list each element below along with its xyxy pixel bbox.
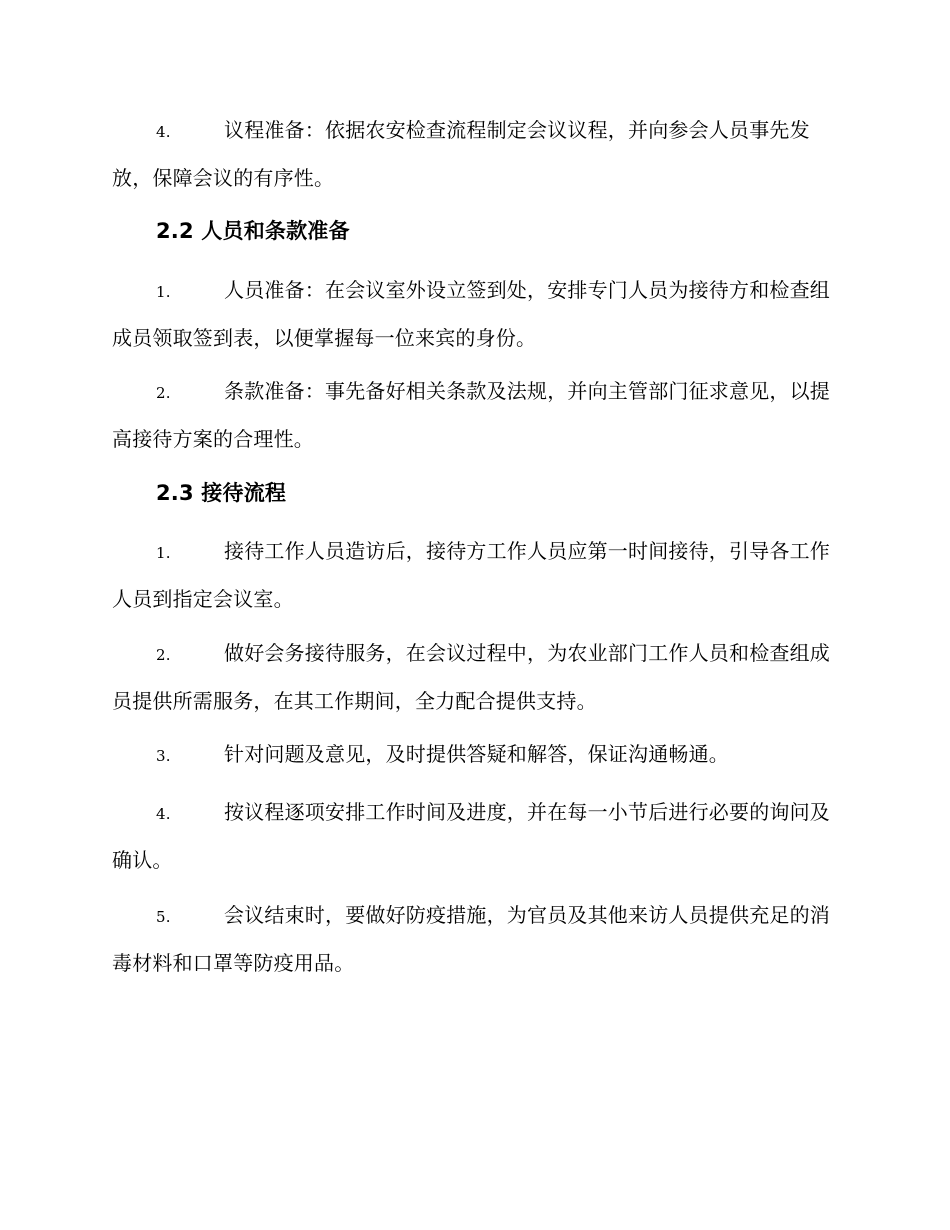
list-item (112, 267, 834, 361)
list-text: 按议程逐项安排工作时间及进度，并在每一小节后进行必要的询问及确认。 (112, 800, 830, 872)
list-number: 4. (156, 805, 171, 823)
list-text: 条款准备：事先备好相关条款及法规，并向主管部门征求意见，以提高接待方案的合理性。 (112, 379, 830, 451)
list-item (112, 368, 834, 462)
list-text: 人员准备：在会议室外设立签到处，安排专门人员为接待方和检查组成员领取签到表，以便掌握每一位来宾的身份。 (112, 278, 830, 350)
list-text: 接待工作人员造访后，接待方工作人员应第一时间接待，引导各工作人员到指定会议室。 (112, 539, 830, 611)
list-number: 1. (156, 544, 171, 562)
section-heading-2-3: 2.3 接待流程 (156, 481, 287, 505)
list-number: 4. (156, 123, 171, 141)
list-text: 针对问题及意见，及时提供答疑和解答，保证沟通畅通。 (224, 742, 729, 766)
list-item (112, 892, 834, 986)
list-text: 会议结束时，要做好防疫措施，为官员及其他来访人员提供充足的消毒材料和口罩等防疫用品。 (112, 903, 830, 975)
list-number: 2. (156, 646, 171, 664)
list-number: 5. (156, 908, 171, 926)
list-item (112, 528, 834, 622)
list-item (112, 789, 834, 883)
list-number: 2. (156, 384, 171, 402)
list-item (112, 107, 834, 201)
list-item (112, 630, 834, 724)
list-number: 1. (156, 283, 171, 301)
list-text: 议程准备：依据农安检查流程制定会议议程，并向参会人员事先发放，保障会议的有序性。 (112, 118, 810, 190)
section-heading-2-2: 2.2 人员和条款准备 (156, 219, 350, 243)
list-text: 做好会务接待服务，在会议过程中，为农业部门工作人员和检查组成员提供所需服务，在其工作期间，全力配合提供支持。 (112, 641, 830, 713)
list-number: 3. (156, 747, 171, 765)
list-item (112, 731, 834, 779)
